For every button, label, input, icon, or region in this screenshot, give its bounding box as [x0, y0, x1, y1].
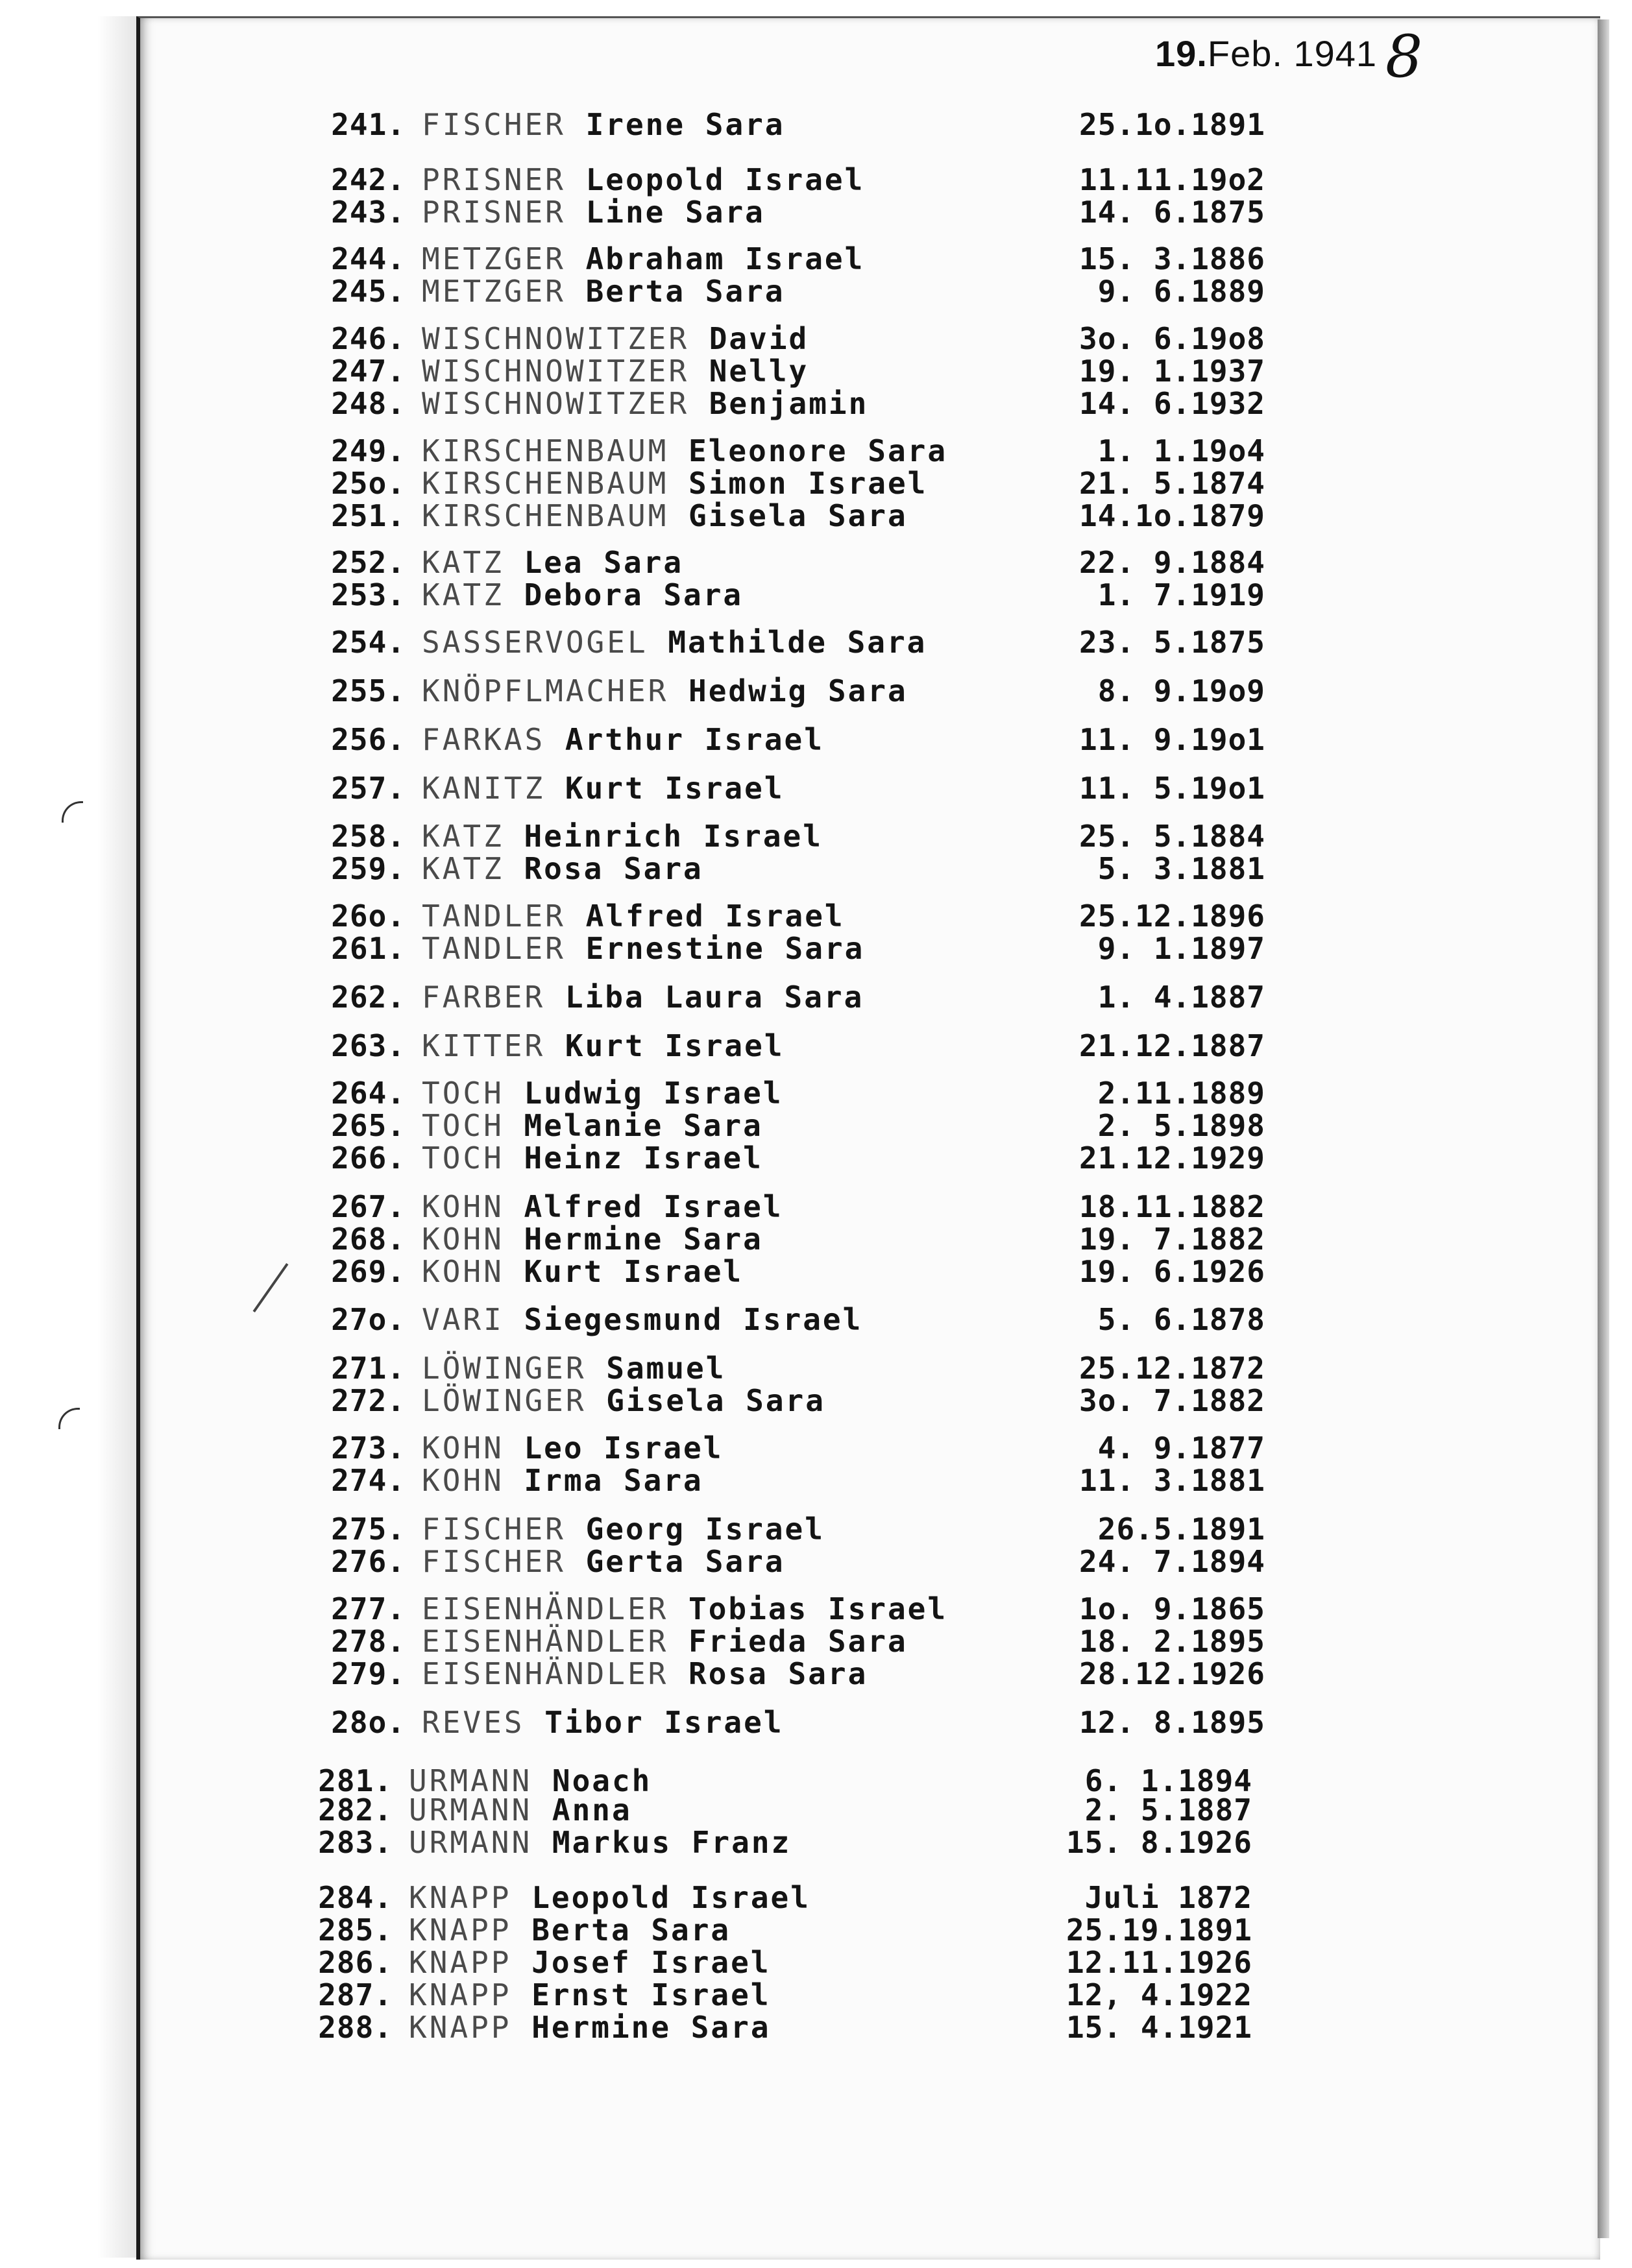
- entry-given-names: Kurt Israel: [524, 1254, 744, 1289]
- entry-birth-date: 14. 6.1932: [1079, 386, 1265, 421]
- entry-birth-date: 25.12.1872: [1079, 1351, 1265, 1386]
- entry-name: [422, 1254, 743, 1289]
- entry-birth-date: 2. 5.1898: [1097, 1108, 1265, 1143]
- list-item: [0, 1302, 1632, 1337]
- entry-given-names: Hermine Sara: [524, 1222, 763, 1257]
- list-item: [0, 1591, 1632, 1626]
- entry-birth-date: 26.5.1891: [1097, 1512, 1265, 1547]
- entry-given-names: Anna: [552, 1792, 632, 1828]
- list-item: [0, 354, 1632, 389]
- entry-name: [409, 1945, 771, 1980]
- entry-given-names: Berta Sara: [585, 274, 785, 309]
- entry-number: 249.: [331, 433, 406, 468]
- list-item: [0, 1430, 1632, 1466]
- page-number: 8: [1385, 23, 1423, 91]
- entry-surname: KNAPP: [409, 1945, 512, 1980]
- entry-birth-date: 19. 7.1882: [1079, 1222, 1265, 1257]
- entry-surname: EISENHÄNDLER: [422, 1591, 669, 1626]
- entry-birth-date: 5. 6.1878: [1097, 1302, 1265, 1337]
- entry-number: 283.: [318, 1825, 393, 1860]
- entry-name: [422, 1028, 785, 1063]
- entry-number: 255.: [331, 673, 406, 708]
- entry-given-names: Tobias Israel: [688, 1591, 948, 1626]
- entry-surname: TOCH: [422, 1108, 504, 1143]
- entry-surname: WISCHNOWITZER: [422, 386, 690, 421]
- entry-birth-date: 19. 1.1937: [1079, 354, 1265, 389]
- entry-number: 25o.: [331, 466, 406, 501]
- entry-number: 26o.: [331, 899, 406, 934]
- entry-number: 287.: [318, 1977, 393, 2012]
- entry-number: 241.: [331, 107, 406, 142]
- entry-name: [422, 722, 824, 757]
- entry-number: 268.: [331, 1222, 406, 1257]
- list-item: [0, 1945, 1632, 1980]
- list-item: [0, 498, 1632, 533]
- entry-name: [422, 274, 785, 309]
- entry-given-names: Rosa Sara: [524, 851, 703, 886]
- entry-surname: FISCHER: [422, 107, 566, 142]
- entry-surname: KNAPP: [409, 1977, 512, 2012]
- entry-given-names: Leo Israel: [524, 1430, 724, 1466]
- entry-given-names: Abraham Israel: [585, 241, 865, 276]
- list-item: [0, 466, 1632, 501]
- entry-birth-date: 21.12.1929: [1079, 1140, 1265, 1176]
- entry-birth-date: 15. 8.1926: [1066, 1825, 1252, 1860]
- entry-birth-date: 12, 4.1922: [1066, 1977, 1252, 2012]
- list-item: [0, 1222, 1632, 1257]
- entry-surname: EISENHÄNDLER: [422, 1624, 669, 1659]
- entry-name: [409, 1912, 731, 1948]
- entry-birth-date: 28.12.1926: [1079, 1656, 1265, 1691]
- entry-given-names: Alfred Israel: [585, 899, 845, 934]
- entry-birth-date: 12. 8.1895: [1079, 1705, 1265, 1740]
- entry-given-names: Kurt Israel: [565, 1028, 785, 1063]
- entry-surname: LÖWINGER: [422, 1383, 587, 1418]
- entry-surname: VARI: [422, 1302, 504, 1337]
- entry-surname: KATZ: [422, 577, 504, 612]
- entry-number: 265.: [331, 1108, 406, 1143]
- entry-number: 257.: [331, 771, 406, 806]
- entry-name: [422, 1656, 868, 1691]
- entry-name: [422, 625, 927, 660]
- entry-number: 269.: [331, 1254, 406, 1289]
- list-item: [0, 241, 1632, 276]
- entry-given-names: Siegesmund Israel: [524, 1302, 863, 1337]
- entry-surname: PRISNER: [422, 195, 566, 230]
- entry-given-names: Melanie Sara: [524, 1108, 763, 1143]
- entry-name: [422, 1140, 763, 1176]
- list-item: [0, 433, 1632, 468]
- entry-name: [422, 673, 908, 708]
- entry-name: [422, 1222, 763, 1257]
- entry-surname: TANDLER: [422, 931, 566, 966]
- entry-surname: METZGER: [422, 274, 566, 309]
- entry-given-names: Debora Sara: [524, 577, 744, 612]
- entry-surname: LÖWINGER: [422, 1351, 587, 1386]
- entry-birth-date: 1o. 9.1865: [1079, 1591, 1265, 1626]
- entry-birth-date: 1. 7.1919: [1097, 577, 1265, 612]
- entry-surname: KNAPP: [409, 2010, 512, 2045]
- header-date-day: 19.: [1155, 33, 1208, 74]
- entry-surname: REVES: [422, 1705, 525, 1740]
- entry-birth-date: 24. 7.1894: [1079, 1544, 1265, 1579]
- entry-birth-date: 9. 6.1889: [1097, 274, 1265, 309]
- entry-number: 276.: [331, 1544, 406, 1579]
- list-item: [0, 819, 1632, 854]
- entry-number: 267.: [331, 1189, 406, 1224]
- entry-surname: FISCHER: [422, 1512, 566, 1547]
- entry-number: 284.: [318, 1880, 393, 1915]
- entry-surname: URMANN: [409, 1763, 533, 1798]
- entry-name: [422, 1189, 783, 1224]
- list-item: [0, 1463, 1632, 1498]
- entry-given-names: Samuel: [606, 1351, 726, 1386]
- list-item: [0, 625, 1632, 660]
- entry-number: 264.: [331, 1076, 406, 1111]
- entry-surname: KNÖPFLMACHER: [422, 673, 669, 708]
- entry-surname: KOHN: [422, 1189, 504, 1224]
- entry-name: [422, 931, 864, 966]
- entry-number: 278.: [331, 1624, 406, 1659]
- entry-number: 245.: [331, 274, 406, 309]
- entry-given-names: Benjamin: [709, 386, 869, 421]
- entry-birth-date: 21.12.1887: [1079, 1028, 1265, 1063]
- entry-number: 253.: [331, 577, 406, 612]
- header-date: [1155, 32, 1377, 75]
- list-item: [0, 931, 1632, 966]
- entry-surname: FARBER: [422, 980, 546, 1015]
- entry-birth-date: 25.1o.1891: [1079, 107, 1265, 142]
- list-item: [0, 321, 1632, 356]
- entry-birth-date: 25. 5.1884: [1079, 819, 1265, 854]
- entry-birth-date: 22. 9.1884: [1079, 545, 1265, 580]
- entry-given-names: Ernestine Sara: [585, 931, 865, 966]
- entry-given-names: Mathilde Sara: [668, 625, 927, 660]
- entry-given-names: Josef Israel: [531, 1945, 771, 1980]
- list-item: [0, 980, 1632, 1015]
- entry-given-names: Markus Franz: [552, 1825, 792, 1860]
- entry-birth-date: 25.12.1896: [1079, 899, 1265, 934]
- entry-given-names: Hermine Sara: [531, 2010, 771, 2045]
- entry-number: 277.: [331, 1591, 406, 1626]
- entry-given-names: Georg Israel: [585, 1512, 825, 1547]
- entry-birth-date: 6. 1.1894: [1084, 1763, 1252, 1798]
- entry-number: 258.: [331, 819, 406, 854]
- list-item: [0, 195, 1632, 230]
- entry-birth-date: Juli 1872: [1084, 1880, 1252, 1915]
- list-item: [0, 1763, 1632, 1798]
- entry-given-names: Arthur Israel: [565, 722, 824, 757]
- entry-surname: KOHN: [422, 1222, 504, 1257]
- entry-number: 244.: [331, 241, 406, 276]
- entry-name: [422, 386, 868, 421]
- entry-name: [422, 1544, 785, 1579]
- entry-surname: WISCHNOWITZER: [422, 354, 690, 389]
- entry-number: 263.: [331, 1028, 406, 1063]
- entry-given-names: Gisela Sara: [606, 1383, 825, 1418]
- entry-given-names: Berta Sara: [531, 1912, 731, 1948]
- entry-birth-date: 14.1o.1879: [1079, 498, 1265, 533]
- list-item: [0, 1544, 1632, 1579]
- entry-name: [422, 545, 683, 580]
- list-item: [0, 899, 1632, 934]
- list-item: [0, 1254, 1632, 1289]
- entry-name: [422, 819, 823, 854]
- entry-name: [422, 354, 809, 389]
- header-date-rest: Feb. 1941: [1207, 33, 1378, 74]
- entry-number: 246.: [331, 321, 406, 356]
- entry-given-names: Eleonore Sara: [688, 433, 948, 468]
- entry-number: 272.: [331, 1383, 406, 1418]
- entry-surname: TANDLER: [422, 899, 566, 934]
- entry-name: [422, 1463, 703, 1498]
- list-item: [0, 1108, 1632, 1143]
- list-item: [0, 1912, 1632, 1948]
- entry-given-names: Heinrich Israel: [524, 819, 823, 854]
- entry-surname: KATZ: [422, 851, 504, 886]
- list-item: [0, 1977, 1632, 2012]
- list-item: [0, 851, 1632, 886]
- entry-number: 248.: [331, 386, 406, 421]
- entry-name: [422, 1383, 825, 1418]
- entry-birth-date: 1. 1.19o4: [1097, 433, 1265, 468]
- entry-given-names: Heinz Israel: [524, 1140, 763, 1176]
- entry-name: [422, 1351, 725, 1386]
- entry-name: [409, 1825, 791, 1860]
- list-item: [0, 274, 1632, 309]
- list-item: [0, 1383, 1632, 1418]
- entry-given-names: Line Sara: [585, 195, 765, 230]
- list-item: [0, 577, 1632, 612]
- entry-given-names: Ludwig Israel: [524, 1076, 783, 1111]
- entry-birth-date: 15. 4.1921: [1066, 2010, 1252, 2045]
- entry-surname: KATZ: [422, 819, 504, 854]
- entry-number: 251.: [331, 498, 406, 533]
- entry-surname: URMANN: [409, 1825, 533, 1860]
- entry-birth-date: 1. 4.1887: [1097, 980, 1265, 1015]
- entry-surname: KITTER: [422, 1028, 546, 1063]
- entry-number: 254.: [331, 625, 406, 660]
- entry-number: 27o.: [331, 1302, 406, 1337]
- entry-surname: WISCHNOWITZER: [422, 321, 690, 356]
- entry-name: [422, 1108, 763, 1143]
- list-item: [0, 1624, 1632, 1659]
- entry-surname: KOHN: [422, 1463, 504, 1498]
- entry-name: [422, 433, 947, 468]
- entry-name: [422, 241, 864, 276]
- entry-birth-date: 21. 5.1874: [1079, 466, 1265, 501]
- entry-number: 273.: [331, 1430, 406, 1466]
- entry-number: 259.: [331, 851, 406, 886]
- entry-number: 279.: [331, 1656, 406, 1691]
- entry-number: 242.: [331, 162, 406, 197]
- entry-name: [422, 1302, 862, 1337]
- entry-birth-date: 11.11.19o2: [1079, 162, 1265, 197]
- entry-birth-date: 11. 5.19o1: [1079, 771, 1265, 806]
- entry-name: [422, 1591, 947, 1626]
- entry-surname: KNAPP: [409, 1880, 512, 1915]
- list-item: [0, 1076, 1632, 1111]
- entry-birth-date: 12.11.1926: [1066, 1945, 1252, 1980]
- entry-birth-date: 2.11.1889: [1097, 1076, 1265, 1111]
- entry-number: 285.: [318, 1912, 393, 1948]
- entry-name: [409, 1977, 771, 2012]
- entry-name: [422, 498, 908, 533]
- list-item: [0, 1880, 1632, 1915]
- entry-number: 261.: [331, 931, 406, 966]
- entry-name: [422, 1430, 723, 1466]
- entry-surname: FARKAS: [422, 722, 546, 757]
- entry-name: [422, 107, 785, 142]
- entry-name: [422, 195, 765, 230]
- entry-surname: EISENHÄNDLER: [422, 1656, 669, 1691]
- list-item: [0, 1512, 1632, 1547]
- entry-given-names: Simon Israel: [688, 466, 928, 501]
- entry-given-names: Noach: [552, 1763, 652, 1798]
- list-item: [0, 1705, 1632, 1740]
- entry-birth-date: 9. 1.1897: [1097, 931, 1265, 966]
- entry-birth-date: 18. 2.1895: [1079, 1624, 1265, 1659]
- entry-surname: PRISNER: [422, 162, 566, 197]
- entry-given-names: Frieda Sara: [688, 1624, 908, 1659]
- entry-given-names: Nelly: [709, 354, 809, 389]
- list-item: [0, 1140, 1632, 1176]
- entry-birth-date: 25.19.1891: [1066, 1912, 1252, 1948]
- entry-surname: SASSERVOGEL: [422, 625, 648, 660]
- entry-given-names: Gerta Sara: [585, 1544, 785, 1579]
- list-item: [0, 771, 1632, 806]
- list-item: [0, 1792, 1632, 1828]
- entry-number: 282.: [318, 1792, 393, 1828]
- entry-birth-date: 15. 3.1886: [1079, 241, 1265, 276]
- entry-given-names: Ernst Israel: [531, 1977, 771, 2012]
- entry-name: [422, 1512, 825, 1547]
- entry-number: 28o.: [331, 1705, 406, 1740]
- entry-name: [422, 771, 785, 806]
- entry-birth-date: 3o. 7.1882: [1079, 1383, 1265, 1418]
- entry-number: 271.: [331, 1351, 406, 1386]
- entry-number: 252.: [331, 545, 406, 580]
- entry-given-names: Kurt Israel: [565, 771, 785, 806]
- list-item: [0, 1351, 1632, 1386]
- entry-birth-date: 8. 9.19o9: [1097, 673, 1265, 708]
- entry-birth-date: 18.11.1882: [1079, 1189, 1265, 1224]
- entry-surname: KOHN: [422, 1254, 504, 1289]
- entry-number: 275.: [331, 1512, 406, 1547]
- entry-given-names: Gisela Sara: [688, 498, 908, 533]
- entry-surname: KANITZ: [422, 771, 546, 806]
- entry-surname: KIRSCHENBAUM: [422, 498, 669, 533]
- entry-surname: KIRSCHENBAUM: [422, 433, 669, 468]
- entry-given-names: Alfred Israel: [524, 1189, 783, 1224]
- list-item: [0, 386, 1632, 421]
- entry-surname: TOCH: [422, 1140, 504, 1176]
- entry-birth-date: 11. 3.1881: [1079, 1463, 1265, 1498]
- list-item: [0, 722, 1632, 757]
- entry-name: [422, 1705, 784, 1740]
- list-item: [0, 1189, 1632, 1224]
- entry-surname: TOCH: [422, 1076, 504, 1111]
- entry-given-names: Tibor Israel: [544, 1705, 784, 1740]
- entry-number: 266.: [331, 1140, 406, 1176]
- entry-name: [409, 1880, 810, 1915]
- entry-birth-date: 23. 5.1875: [1079, 625, 1265, 660]
- entry-given-names: Irma Sara: [524, 1463, 703, 1498]
- entry-birth-date: 11. 9.19o1: [1079, 722, 1265, 757]
- entry-birth-date: 5. 3.1881: [1097, 851, 1265, 886]
- entry-name: [422, 851, 703, 886]
- entry-number: 243.: [331, 195, 406, 230]
- entry-number: 286.: [318, 1945, 393, 1980]
- entry-given-names: Leopold Israel: [531, 1880, 810, 1915]
- entry-birth-date: 2. 5.1887: [1084, 1792, 1252, 1828]
- list-item: [0, 107, 1632, 142]
- list-item: [0, 1028, 1632, 1063]
- list-item: [0, 2010, 1632, 2045]
- entry-surname: METZGER: [422, 241, 566, 276]
- entry-name: [422, 321, 809, 356]
- entry-surname: KIRSCHENBAUM: [422, 466, 669, 501]
- entry-number: 288.: [318, 2010, 393, 2045]
- list-item: [0, 162, 1632, 197]
- entry-given-names: Lea Sara: [524, 545, 684, 580]
- entry-given-names: Irene Sara: [585, 107, 785, 142]
- entry-name: [422, 1624, 908, 1659]
- entry-name: [409, 2010, 771, 2045]
- entry-surname: FISCHER: [422, 1544, 566, 1579]
- entry-number: 256.: [331, 722, 406, 757]
- entry-given-names: Liba Laura Sara: [565, 980, 864, 1015]
- entry-surname: KNAPP: [409, 1912, 512, 1948]
- entry-name: [422, 466, 927, 501]
- list-item: [0, 673, 1632, 708]
- list-item: [0, 1656, 1632, 1691]
- entry-name: [409, 1792, 632, 1828]
- entry-surname: URMANN: [409, 1792, 533, 1828]
- entry-birth-date: 3o. 6.19o8: [1079, 321, 1265, 356]
- entry-birth-date: 19. 6.1926: [1079, 1254, 1265, 1289]
- list-item: [0, 545, 1632, 580]
- entry-name: [422, 162, 864, 197]
- list-item: [0, 1825, 1632, 1860]
- entry-surname: KOHN: [422, 1430, 504, 1466]
- entry-name: [422, 980, 864, 1015]
- entry-given-names: David: [709, 321, 809, 356]
- entry-number: 262.: [331, 980, 406, 1015]
- entry-surname: KATZ: [422, 545, 504, 580]
- entry-birth-date: 4. 9.1877: [1097, 1430, 1265, 1466]
- entry-given-names: Rosa Sara: [688, 1656, 868, 1691]
- entry-birth-date: 14. 6.1875: [1079, 195, 1265, 230]
- entry-number: 281.: [318, 1763, 393, 1798]
- entry-number: 274.: [331, 1463, 406, 1498]
- entry-number: 247.: [331, 354, 406, 389]
- entry-name: [422, 1076, 783, 1111]
- entry-name: [422, 577, 743, 612]
- entry-name: [422, 899, 845, 934]
- entry-given-names: Leopold Israel: [585, 162, 865, 197]
- entry-given-names: Hedwig Sara: [688, 673, 908, 708]
